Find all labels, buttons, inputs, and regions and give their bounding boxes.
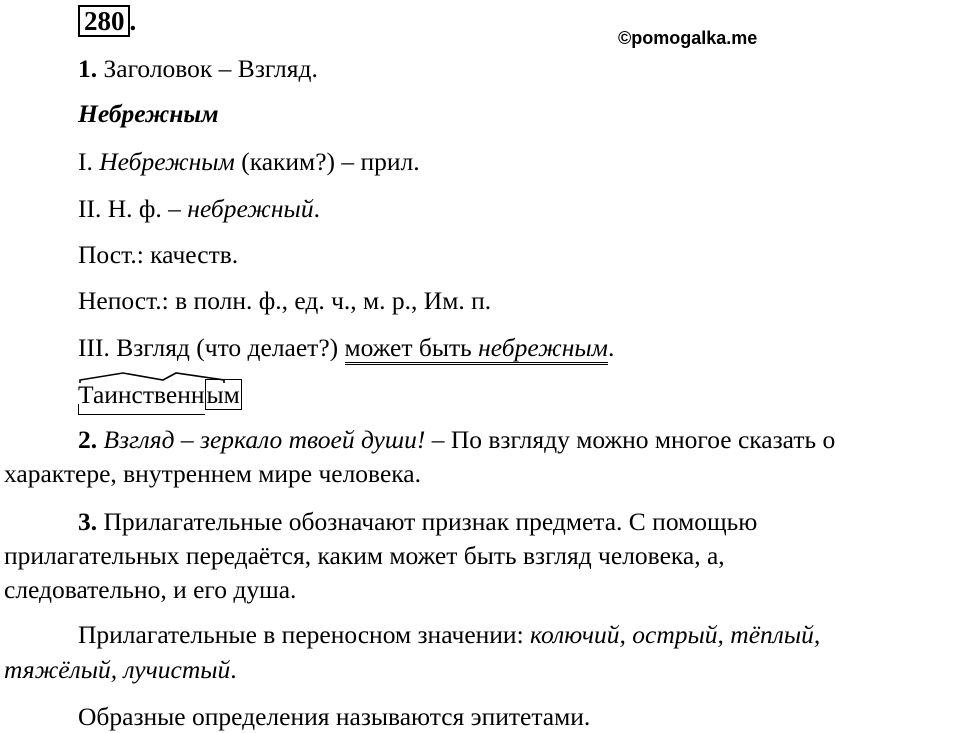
analysis-line-2: II. Н. ф. – небрежный. bbox=[78, 194, 320, 223]
paragraph-2-line-2: характере, внутреннем мире человека. bbox=[4, 459, 421, 488]
word-heading: Небрежным bbox=[78, 99, 219, 128]
paragraph-4-line-2: тяжёлый, лучистый. bbox=[4, 655, 237, 684]
morphemic-word bbox=[78, 380, 242, 411]
word-ending-box: ым bbox=[206, 380, 240, 409]
paragraph-2-line-1: 2. Взгляд – зеркало твоей души! – По взгляду можно многое сказать о bbox=[78, 425, 836, 454]
exercise-number: 280 . bbox=[78, 5, 136, 37]
paragraph-3-line-2: прилагательных передаётся, каким может быть взгляд человека, а, bbox=[4, 541, 725, 570]
paragraph-3-line-1: 3. Прилагательные обозначают признак предмета. С помощью bbox=[78, 507, 758, 536]
analysis-line-5: III. Взгляд (что делает?) может быть небрежным. bbox=[78, 333, 614, 364]
exercise-number-box: 280 bbox=[78, 5, 130, 37]
paragraph-5: Образные определения называются эпитетами. bbox=[78, 702, 591, 731]
paragraph-3-line-3: следовательно, и его душа. bbox=[4, 575, 297, 604]
analysis-line-3: Пост.: качеств. bbox=[78, 240, 239, 269]
analysis-line-1: I. Небрежным (каким?) – прил. bbox=[78, 147, 420, 176]
watermark: ©pomogalka.me bbox=[618, 28, 758, 48]
root-arc-icon bbox=[78, 371, 228, 385]
analysis-line-4: Непост.: в полн. ф., ед. ч., м. р., Им. п. bbox=[78, 286, 492, 315]
predicate-underline: может быть небрежным bbox=[345, 333, 608, 365]
word-stem: Таинственн bbox=[78, 380, 205, 411]
paragraph-1-number: 1. bbox=[78, 54, 98, 83]
paragraph-4-line-1: Прилагательные в переносном значении: колючий, острый, тёплый, bbox=[78, 620, 821, 649]
stem-bracket bbox=[78, 404, 205, 415]
paragraph-1: 1. Заголовок – Взгляд. bbox=[78, 54, 318, 83]
